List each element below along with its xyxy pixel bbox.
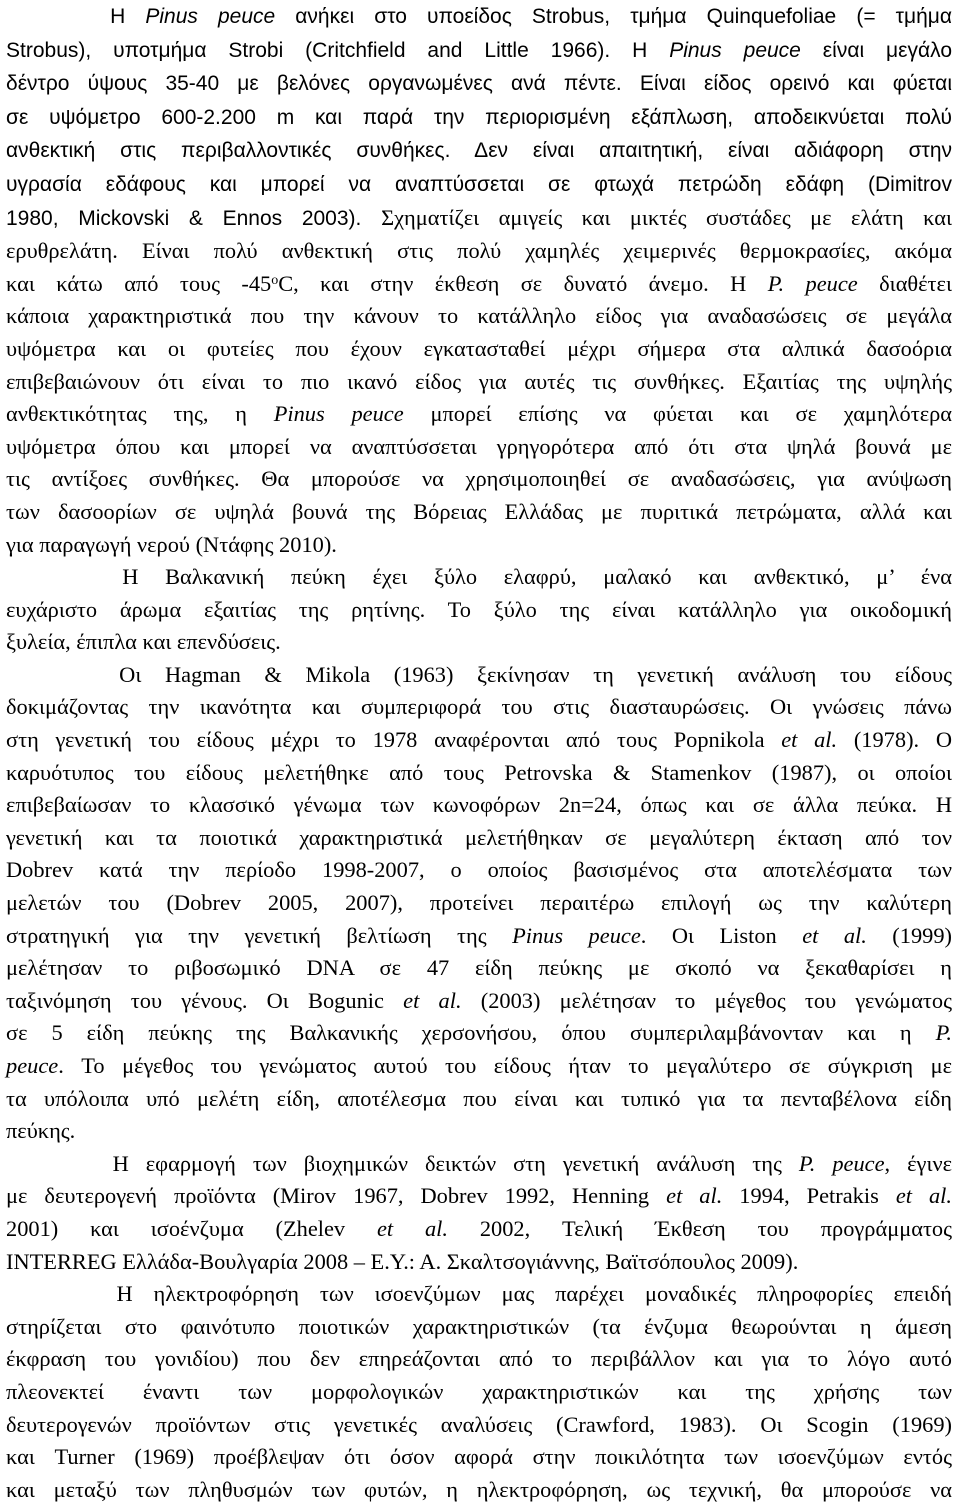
italic-text: et al. [802, 922, 867, 948]
text-segment: τα υπόλοιπα υπό μελέτη είδη, αποτέλεσμα που είναι και τυπικό για τα πενταβέλονα είδη [6, 1085, 952, 1111]
text-segment: μελέτησαν το ριβοσωμικό DNA σε 47 είδη πεύκης με σκοπό να ξεκαθαρίσει η [6, 955, 952, 981]
text-segment: (1999) [866, 922, 953, 948]
text-segment: INTERREG Ελλάδα-Βουλγαρία 2008 – Ε.Υ.: Α. Σκαλτσογιάννης, Βαϊτσόπουλος 2009). [6, 1248, 799, 1274]
text-line [6, 529, 952, 562]
text-segment: (2003) μελέτησαν το μέγεθος του γενώματος [461, 987, 952, 1013]
text-line [6, 366, 952, 399]
text-line [6, 300, 952, 333]
text-line [6, 659, 952, 692]
text-line [6, 134, 952, 168]
text-segment: τις αντίξοες συνθήκες. Θα μπορούσε να χρησιμοποιηθεί σε αναδασώσεις, για ανύψωση [6, 466, 952, 492]
text-line [6, 101, 952, 135]
text-segment: των δασοορίων σε υψηλά βουνά της Βόρειας Ελλάδας με πυριτικά πετρώματα, αλλά και [6, 498, 952, 524]
text-segment: στηρίζεται στο φαινότυπο ποιοτικών χαρακτηριστικών (τα ένζυμα θεωρούνται η άμεση [6, 1313, 952, 1339]
italic-text: Pinus peuce [669, 38, 801, 62]
text-segment: 1994, Petrakis [722, 1183, 896, 1209]
italic-text: P. peuce [767, 270, 858, 296]
text-line [6, 67, 952, 101]
degree-superscript: o [271, 272, 279, 288]
text-line [6, 757, 952, 790]
text-segment: C, και στην έκθεση σε δυνατό άνεμο. Η [278, 270, 768, 296]
text-segment: στρατηγική για την γενετική βελτίωση της [6, 922, 513, 948]
text-line [6, 1441, 952, 1474]
text-segment: 2002, Τελική Έκθεση του προγράμματος [448, 1215, 952, 1241]
text-line [6, 561, 952, 594]
text-segment: και κάτω από τους -45 [6, 270, 272, 296]
text-line [6, 626, 952, 659]
text-segment: διαθέτει [857, 270, 952, 296]
text-segment: υγρασία εδάφους και μπορεί να αναπτύσσεται σε φτωχά πετρώδη εδάφη (Dimitrov [6, 172, 952, 196]
text-segment: Η ηλεκτροφόρηση των ισοενζύμων μας παρέχει μοναδικές πληροφορίες επειδή [6, 1281, 952, 1307]
text-segment: με δευτερογενή προϊόντα (Mirov 1967, Dobrev 1992, Henning [6, 1183, 667, 1209]
text-segment: σε υψόμετρο 600-2.200 m και παρά την περιορισμένη εξάπλωση, αποδεικνύεται πολύ [6, 105, 952, 129]
text-line [6, 496, 952, 529]
text-segment: δέντρο ύψους 35-40 με βελόνες οργανωμένες ανά πέντε. Είναι είδος ορεινό και φύεται [6, 72, 952, 96]
text-segment: ταξινόμηση του γένους. Οι Bogunic [6, 987, 404, 1013]
italic-text: P. peuce [798, 1150, 885, 1176]
text-line [6, 1050, 952, 1083]
text-line [6, 854, 952, 887]
text-segment: 2001) και ισοένζυμα (Zhelev [6, 1215, 377, 1241]
text-segment: και Turner (1969) προέβλεψαν ότι όσον αφορά στην ποικιλότητα των ισοενζύμων εντός [6, 1444, 952, 1470]
text-line [6, 1148, 952, 1181]
text-line [6, 952, 952, 985]
italic-text: peuce [6, 1053, 59, 1078]
text-line [6, 235, 952, 268]
text-line [6, 398, 952, 431]
text-line [6, 985, 952, 1018]
text-segment: έκφραση του γονιδίου) που δεν επηρεάζονται από το περιβάλλον και για το λόγο αυτό [6, 1346, 952, 1372]
italic-text: Pinus peuce [273, 401, 404, 427]
text-line [6, 1246, 952, 1279]
text-line [6, 168, 952, 202]
text-line [6, 1474, 952, 1506]
text-segment: γενετική και τα ποιοτικά χαρακτηριστικά μελετήθηκαν σε μεγαλύτερη έκταση από τον [6, 824, 952, 850]
text-line [6, 691, 952, 724]
text-segment: ανήκει στο υποείδος Strobus, τμήμα Quinquefoliae (= τμήμα [275, 5, 952, 28]
text-line [6, 1017, 952, 1050]
text-segment: μπορεί επίσης να φύεται και σε χαμηλότερα [403, 401, 953, 427]
text-line [6, 887, 952, 920]
text-line [6, 1213, 952, 1246]
text-line [6, 920, 952, 953]
text-segment: . Το μέγεθος του γενώματος αυτού του είδους ήταν το μεγαλύτερο σε σύγκριση με [58, 1053, 952, 1078]
text-segment: και μεταξύ των πληθυσμών των φυτών, η ηλεκτροφόρηση, ως τεχνική, θα μπορούσε να [6, 1476, 952, 1502]
italic-text: et al. [666, 1183, 723, 1209]
italic-text: Pinus peuce [145, 5, 276, 28]
text-segment: Οι Hagman & Mikola (1963) ξεκίνησαν τη γενετική ανάλυση του είδους [6, 661, 952, 687]
text-segment: 1980, Mickovski & Ennos 2003). [6, 206, 382, 230]
text-segment: ευχάριστο άρωμα εξαιτίας της ρητίνης. Το ξύλο της είναι κατάλληλο για οικοδομική [6, 596, 952, 622]
text-line [6, 724, 952, 757]
text-segment: Dobrev κατά την περίοδο 1998-2007, ο οποίος βασισμένος στα αποτελέσματα των [6, 857, 952, 883]
italic-text: et al. [376, 1215, 448, 1241]
text-segment: (1978). Ο [837, 727, 952, 753]
text-segment: ερυθρελάτη. Είναι πολύ ανθεκτική στις πολύ χαμηλές χειμερινές θερμοκρασίες, ακόμα [6, 238, 952, 264]
text-line [6, 1409, 952, 1442]
text-segment: πλεονεκτεί έναντι των μορφολογικών χαρακτηριστικών και της χρήσης των [6, 1378, 952, 1404]
text-segment: Η Βαλκανική πεύκη έχει ξύλο ελαφρύ, μαλακό και ανθεκτικό, μ’ ένα [6, 564, 952, 590]
text-line [6, 1311, 952, 1344]
text-line [6, 268, 952, 301]
text-line [6, 789, 952, 822]
italic-text: et al. [403, 987, 462, 1013]
text-segment: για παραγωγή νερού (Ντάφης 2010). [6, 531, 337, 557]
text-segment: Η [6, 5, 146, 28]
text-line [6, 34, 952, 68]
italic-text: et al. [781, 727, 838, 753]
text-segment: είναι μεγάλο [800, 38, 952, 62]
text-segment: κάποια χαρακτηριστικά που την κάνουν το κατάλληλο είδος για αναδασώσεις σε μεγάλα [6, 303, 952, 329]
text-segment: υψόμετρα όπου και μπορεί να αναπτύσσεται γρηγορότερα από ότι στα ψηλά βουνά με [6, 433, 952, 459]
text-segment: στη γενετική του είδους μέχρι το 1978 αναφέρονται από τους Popnikola [6, 727, 782, 753]
text-segment: πεύκης. [6, 1118, 76, 1144]
text-segment: , έγινε [884, 1150, 952, 1176]
text-segment: επιβεβαιώνουν ότι είναι το πιο ικανό είδος για αυτές τις συνθήκες. Εξαιτίας της υψηλής [6, 368, 952, 394]
text-line [6, 0, 952, 34]
text-line [6, 1278, 952, 1311]
text-segment: σε 5 είδη πεύκης της Βαλκανικής χερσονήσου, όπου συμπεριλαμβάνονταν και η [6, 1020, 936, 1046]
text-line [6, 463, 952, 496]
italic-text: et al. [895, 1183, 952, 1209]
text-segment: υψόμετρα και οι φυτείες που έχουν εγκατασταθεί μέχρι σήμερα στα αλπικά δασοόρια [6, 335, 952, 361]
text-segment: Η εφαρμογή των βιοχημικών δεικτών στη γενετική ανάλυση της [6, 1150, 799, 1176]
text-line [6, 431, 952, 464]
italic-text: Pinus peuce [512, 922, 641, 948]
text-line [6, 822, 952, 855]
italic-text: P. [935, 1020, 952, 1046]
text-segment: Strobus), υποτμήμα Strobi (Critchfield and Little 1966). Η [6, 38, 670, 62]
text-line [6, 1180, 952, 1213]
text-segment: δοκιμάζοντας την ικανότητα και συμπεριφορά του στις διασταυρώσεις. Οι γνώσεις πάνω [6, 694, 952, 720]
text-segment: μελετών του (Dobrev 2005, 2007), προτείνει περαιτέρω επιλογή ως την καλύτερη [6, 890, 952, 916]
text-segment: ανθεκτική στις περιβαλλοντικές συνθήκες. [6, 139, 475, 163]
text-segment: καρυότυπος του είδους μελετήθηκε από τους Petrovska & Stamenkov (1987), οι οποίοι [6, 759, 952, 785]
text-segment: ανθεκτικότητας της, η [6, 401, 274, 427]
text-line [6, 1083, 952, 1116]
text-line [6, 1343, 952, 1376]
text-segment: Σχηματίζει αμιγείς και μικτές συστάδες με ελάτη και [381, 204, 952, 230]
text-segment: . Οι Liston [640, 922, 803, 948]
text-segment: δευτερογενών προϊόντων στις γενετικές αναλύσεις (Crawford, 1983). Οι Scogin (1969) [6, 1411, 952, 1437]
text-line [6, 594, 952, 627]
text-segment: Δεν είναι απαιτητική, είναι αδιάφορη στην [474, 139, 952, 163]
text-segment: ξυλεία, έπιπλα και επενδύσεις. [6, 629, 281, 655]
text-line [6, 1115, 952, 1148]
text-segment: επιβεβαίωσαν το κλασσικό γένωμα των κωνοφόρων 2n=24, όπως και σε άλλα πεύκα. Η [6, 792, 952, 818]
text-line [6, 333, 952, 366]
text-line [6, 202, 952, 236]
